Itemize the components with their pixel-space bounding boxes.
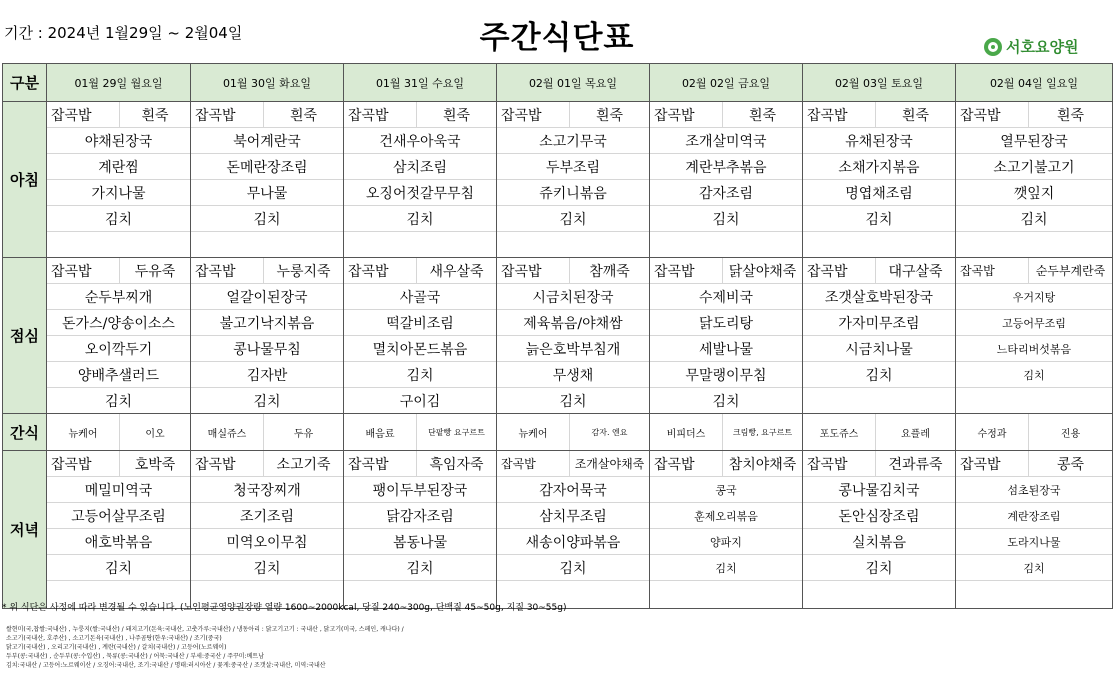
menu-item: 깻잎지 bbox=[956, 180, 1112, 206]
snack-item: 배음료 bbox=[344, 414, 417, 450]
brand-name: 서호요양원 bbox=[1006, 38, 1079, 56]
lunch-cell bbox=[344, 258, 497, 414]
porridge-item: 조개살야채죽 bbox=[574, 457, 645, 471]
menu-item: 김치 bbox=[650, 206, 802, 232]
porridge-item: 누룽지죽 bbox=[276, 263, 331, 280]
snack-menu bbox=[191, 414, 343, 450]
menu-item: 순두부찌개 bbox=[47, 284, 190, 310]
menu-item bbox=[803, 232, 955, 257]
menu-item bbox=[650, 232, 802, 257]
lunch-menu bbox=[497, 258, 649, 413]
menu-item: 양파지 bbox=[650, 529, 802, 555]
menu-item: 애호박볶음 bbox=[47, 529, 190, 555]
menu-item: 김치 bbox=[344, 555, 496, 581]
snack-cell bbox=[956, 414, 1113, 451]
menu-item: 고등어무조림 bbox=[956, 310, 1112, 336]
rice-porridge-row bbox=[803, 102, 955, 128]
breakfast-cell bbox=[191, 102, 344, 258]
breakfast-menu bbox=[956, 102, 1112, 257]
dinner-menu bbox=[650, 451, 802, 606]
snack-item: 수정과 bbox=[956, 414, 1029, 450]
porridge-item: 견과류죽 bbox=[888, 456, 943, 473]
menu-item: 김치 bbox=[191, 555, 343, 581]
lunch-cell bbox=[650, 258, 803, 414]
menu-item: 김치 bbox=[803, 362, 955, 388]
menu-item: 유채된장국 bbox=[803, 128, 955, 154]
origin-line: 닭고기(국내산) , 오리고기(국내산) , 계란(국내산) / 갈치(국내산) / 고등어(노르웨이) bbox=[6, 644, 227, 651]
menu-item: 우거지탕 bbox=[956, 284, 1112, 310]
breakfast-cell bbox=[47, 102, 191, 258]
menu-item: 김자반 bbox=[191, 362, 343, 388]
menu-item: 구이김 bbox=[399, 393, 441, 410]
breakfast-menu bbox=[47, 102, 190, 257]
meal-label-lunch: 점심 bbox=[3, 258, 47, 414]
snack-cell bbox=[803, 414, 956, 451]
snack-item: 뉴케어 bbox=[497, 414, 570, 450]
lunch-cell bbox=[956, 258, 1113, 414]
menu-item: 사골국 bbox=[344, 284, 496, 310]
corner-label: 구분 bbox=[3, 64, 47, 102]
rice-item: 잡곡밥 bbox=[654, 456, 695, 473]
lunch-cell bbox=[191, 258, 344, 414]
origin-info bbox=[6, 625, 404, 670]
menu-item: 두부조림 bbox=[497, 154, 649, 180]
rice-porridge-row bbox=[47, 102, 190, 128]
rice-item: 잡곡밥 bbox=[654, 263, 695, 280]
menu-item: 북어계란국 bbox=[191, 128, 343, 154]
snack-item: 뉴케어 bbox=[47, 414, 120, 450]
dinner-menu bbox=[497, 451, 649, 606]
rice-porridge-row bbox=[956, 102, 1112, 128]
rice-item: 잡곡밥 bbox=[960, 107, 1001, 124]
snack-item: 포도쥬스 bbox=[803, 414, 876, 450]
menu-item: 무나물 bbox=[191, 180, 343, 206]
snack-item: 비피더스 bbox=[650, 414, 723, 450]
menu-item: 청국장찌개 bbox=[191, 477, 343, 503]
day-header: 02월 02일 금요일 bbox=[650, 64, 803, 102]
menu-item: 김치 bbox=[956, 206, 1112, 232]
snack-cell bbox=[191, 414, 344, 451]
dinner-menu bbox=[191, 451, 343, 606]
menu-item: 김치 bbox=[803, 206, 955, 232]
menu-item: 열무된장국 bbox=[956, 128, 1112, 154]
dinner-cell bbox=[344, 451, 497, 609]
menu-item: 시금치된장국 bbox=[497, 284, 649, 310]
menu-item: 메밀미역국 bbox=[47, 477, 190, 503]
menu-item: 콩국 bbox=[650, 477, 802, 503]
menu-item: 계란찜 bbox=[47, 154, 190, 180]
snack-item: 매실쥬스 bbox=[191, 414, 264, 450]
snack-cell bbox=[497, 414, 650, 451]
menu-item: 늙은호박부침개 bbox=[497, 336, 649, 362]
day-header: 02월 03일 토요일 bbox=[803, 64, 956, 102]
rice-item: 잡곡밥 bbox=[51, 456, 92, 473]
rice-porridge-row bbox=[191, 102, 343, 128]
porridge-item: 흑임자죽 bbox=[429, 456, 484, 473]
lunch-menu bbox=[803, 258, 955, 413]
day-header: 01월 31일 수요일 bbox=[344, 64, 497, 102]
lunch-menu bbox=[344, 258, 496, 413]
menu-item: 새송이양파볶음 bbox=[497, 529, 649, 555]
menu-item: 떡갈비조림 bbox=[344, 310, 496, 336]
brand-logo bbox=[984, 36, 1078, 57]
breakfast-menu bbox=[803, 102, 955, 257]
lunch-menu bbox=[650, 258, 802, 413]
menu-item: 멸치아몬드볶음 bbox=[344, 336, 496, 362]
rice-porridge-row bbox=[956, 258, 1112, 284]
rice-item: 잡곡밥 bbox=[654, 107, 695, 124]
dinner-menu bbox=[956, 451, 1112, 606]
menu-item: 양배추샐러드 bbox=[47, 362, 190, 388]
rice-porridge-row bbox=[344, 102, 496, 128]
origin-line: 소고기(국내산, 호주산) , 소고기돈육(국내산) , 나주곰탕(한우:국내산) / 조기(중국) bbox=[6, 635, 222, 642]
rice-item: 잡곡밥 bbox=[501, 107, 542, 124]
day-header: 02월 01일 목요일 bbox=[497, 64, 650, 102]
dinner-menu bbox=[47, 451, 190, 606]
menu-item: 조기조림 bbox=[191, 503, 343, 529]
dinner-cell bbox=[803, 451, 956, 609]
porridge-item: 콩죽 bbox=[1056, 456, 1085, 473]
snack-cell bbox=[47, 414, 191, 451]
rice-item: 잡곡밥 bbox=[51, 107, 92, 124]
menu-item: 훈제오리볶음 bbox=[650, 503, 802, 529]
day-header: 01월 30일 화요일 bbox=[191, 64, 344, 102]
menu-item: 김치 bbox=[650, 555, 802, 581]
menu-item: 수제비국 bbox=[650, 284, 802, 310]
page-title: 주간식단표 bbox=[479, 20, 635, 56]
rice-porridge-row bbox=[344, 451, 496, 477]
breakfast-cell bbox=[497, 102, 650, 258]
meal-label-snack: 간식 bbox=[3, 414, 47, 451]
rice-porridge-row bbox=[344, 258, 496, 284]
menu-item: 건새우아욱국 bbox=[344, 128, 496, 154]
breakfast-cell bbox=[344, 102, 497, 258]
porridge-item: 흰죽 bbox=[748, 107, 777, 124]
lunch-menu bbox=[956, 258, 1112, 413]
snack-menu bbox=[344, 414, 496, 450]
snack-row bbox=[3, 414, 1113, 451]
menu-item: 콩나물무침 bbox=[191, 336, 343, 362]
menu-item: 소고기불고기 bbox=[956, 154, 1112, 180]
day-header: 01월 29일 월요일 bbox=[47, 64, 191, 102]
rice-item: 잡곡밥 bbox=[348, 263, 389, 280]
menu-item: 가자미무조림 bbox=[803, 310, 955, 336]
day-header-row bbox=[3, 64, 1113, 102]
breakfast-cell bbox=[803, 102, 956, 258]
menu-period: 기간 : 2024년 1월29일 ~ 2월04일 bbox=[4, 24, 243, 42]
menu-item bbox=[47, 232, 190, 257]
menu-item: 고등어살무조림 bbox=[47, 503, 190, 529]
rice-porridge-row bbox=[191, 451, 343, 477]
porridge-item: 흰죽 bbox=[901, 107, 930, 124]
porridge-item: 새우살죽 bbox=[429, 263, 484, 280]
dinner-cell bbox=[956, 451, 1113, 609]
menu-item: 쥬키니볶음 bbox=[497, 180, 649, 206]
rice-item: 잡곡밥 bbox=[51, 263, 92, 280]
breakfast-cell bbox=[650, 102, 803, 258]
menu-item: 감자조림 bbox=[650, 180, 802, 206]
menu-item: 돈메란장조림 bbox=[191, 154, 343, 180]
day-header: 02월 04일 일요일 bbox=[956, 64, 1113, 102]
menu-item: 무생채 bbox=[497, 362, 649, 388]
menu-item: 돈안심장조림 bbox=[803, 503, 955, 529]
menu-item: 김치 bbox=[497, 206, 649, 232]
menu-item: 김치 bbox=[956, 555, 1112, 581]
rice-item: 잡곡밥 bbox=[807, 263, 848, 280]
snack-cell bbox=[650, 414, 803, 451]
rice-porridge-row bbox=[497, 451, 649, 477]
menu-item bbox=[956, 388, 1112, 413]
dinner-row bbox=[3, 451, 1113, 609]
origin-line: 쌀현미(국,찹쌀:국내산) , 누룽지(쌀:국내산) / 돼지고기(돈육:국내산, 고춧가루:국내산) / 냉동아리 : 닭고기고기 : 국내산 , 닭고기(미국, 스페인, 캐나다) / bbox=[6, 626, 404, 633]
porridge-item: 흰죽 bbox=[442, 107, 471, 124]
rice-item: 잡곡밥 bbox=[501, 263, 542, 280]
menu-item: 명엽채조림 bbox=[803, 180, 955, 206]
menu-item: 느타리버섯볶음 bbox=[956, 336, 1112, 362]
lunch-cell bbox=[497, 258, 650, 414]
menu-item: 계란부추볶음 bbox=[650, 154, 802, 180]
snack-cell bbox=[344, 414, 497, 451]
porridge-item: 흰죽 bbox=[1056, 107, 1085, 124]
lunch-row bbox=[3, 258, 1113, 414]
rice-item: 잡곡밥 bbox=[195, 263, 236, 280]
snack-menu bbox=[497, 414, 649, 450]
menu-item: 무말랭이무침 bbox=[650, 362, 802, 388]
snack-menu bbox=[650, 414, 802, 450]
snack-item: 감자. 엔요 bbox=[591, 427, 628, 437]
dinner-menu bbox=[344, 451, 496, 606]
menu-item: 김치 bbox=[253, 393, 281, 410]
rice-porridge-row bbox=[803, 258, 955, 284]
breakfast-menu bbox=[650, 102, 802, 257]
snack-item: 요플레 bbox=[901, 428, 930, 440]
rice-porridge-row bbox=[191, 258, 343, 284]
breakfast-cell bbox=[956, 102, 1113, 258]
rice-item: 잡곡밥 bbox=[960, 264, 995, 278]
weekly-menu-table bbox=[2, 63, 1113, 609]
porridge-item: 호박죽 bbox=[134, 456, 176, 473]
menu-item: 팽이두부된장국 bbox=[344, 477, 496, 503]
menu-item: 오이깍두기 bbox=[47, 336, 190, 362]
lunch-menu bbox=[47, 258, 190, 413]
menu-item: 제육볶음/야채쌈 bbox=[497, 310, 649, 336]
menu-item: 시금치나물 bbox=[803, 336, 955, 362]
dinner-cell bbox=[191, 451, 344, 609]
porridge-item: 소고기죽 bbox=[276, 456, 331, 473]
rice-item: 잡곡밥 bbox=[501, 457, 536, 471]
menu-item: 김치 bbox=[497, 555, 649, 581]
meal-label-breakfast: 아침 bbox=[3, 102, 47, 258]
menu-item: 삼치조림 bbox=[344, 154, 496, 180]
menu-item: 김치 bbox=[956, 362, 1112, 388]
menu-item: 돈가스/양송이소스 bbox=[47, 310, 190, 336]
rice-item: 잡곡밥 bbox=[807, 107, 848, 124]
dinner-cell bbox=[497, 451, 650, 609]
snack-item: 진용 bbox=[1060, 428, 1081, 440]
lunch-menu bbox=[191, 258, 343, 413]
lunch-cell bbox=[47, 258, 191, 414]
rice-porridge-row bbox=[47, 258, 190, 284]
rice-item: 잡곡밥 bbox=[348, 456, 389, 473]
menu-item: 계란장조림 bbox=[956, 503, 1112, 529]
menu-item bbox=[497, 232, 649, 257]
porridge-item: 두유죽 bbox=[134, 263, 176, 280]
menu-item bbox=[956, 232, 1112, 257]
porridge-item: 흰죽 bbox=[141, 107, 169, 124]
snack-item: 두유 bbox=[293, 428, 314, 440]
porridge-item: 흰죽 bbox=[289, 107, 318, 124]
rice-item: 잡곡밥 bbox=[960, 456, 1001, 473]
breakfast-row bbox=[3, 102, 1113, 258]
porridge-item: 닭살야채죽 bbox=[728, 263, 797, 280]
menu-item: 닭도리탕 bbox=[650, 310, 802, 336]
menu-item: 김치 bbox=[47, 206, 190, 232]
menu-item: 삼치무조림 bbox=[497, 503, 649, 529]
rice-item: 잡곡밥 bbox=[807, 456, 848, 473]
porridge-item: 흰죽 bbox=[595, 107, 624, 124]
menu-item bbox=[191, 232, 343, 257]
porridge-item: 참깨죽 bbox=[589, 263, 630, 280]
menu-item: 닭감자조림 bbox=[344, 503, 496, 529]
rice-porridge-row bbox=[497, 102, 649, 128]
snack-menu bbox=[47, 414, 190, 450]
menu-item: 조갯살호박된장국 bbox=[803, 284, 955, 310]
breakfast-menu bbox=[191, 102, 343, 257]
menu-item bbox=[803, 388, 955, 413]
menu-item: 가지나물 bbox=[47, 180, 190, 206]
menu-item: 김치 bbox=[712, 393, 740, 410]
origin-line: 두부(콩:국내산) , 순두부(콩:수입산) , 묵류(콩:국내산) / 어묵:국내산 / 부세:중국산 / 주꾸미:베트남 bbox=[6, 653, 264, 660]
porridge-item: 참치야채죽 bbox=[728, 456, 797, 473]
snack-menu bbox=[803, 414, 955, 450]
menu-item: 김치 bbox=[803, 555, 955, 581]
rice-porridge-row bbox=[650, 451, 802, 477]
notice-text: * 위 식단은 사정에 따라 변경될 수 있습니다. (노인평균영양권장량 열량 1600~2000kcal, 당질 240~300g, 단백질 45~50g, 지질 30~55g) bbox=[2, 603, 567, 613]
breakfast-menu bbox=[344, 102, 496, 257]
lunch-cell bbox=[803, 258, 956, 414]
rice-porridge-row bbox=[47, 451, 190, 477]
rice-porridge-row bbox=[803, 451, 955, 477]
rice-item: 잡곡밥 bbox=[195, 456, 236, 473]
menu-item: 조개살미역국 bbox=[650, 128, 802, 154]
rice-porridge-row bbox=[650, 102, 802, 128]
menu-item: 섬초된장국 bbox=[956, 477, 1112, 503]
menu-item: 얼갈이된장국 bbox=[191, 284, 343, 310]
dinner-cell bbox=[650, 451, 803, 609]
menu-item: 도라지나물 bbox=[956, 529, 1112, 555]
menu-item: 김치 bbox=[344, 362, 496, 388]
dinner-cell bbox=[47, 451, 191, 609]
menu-item bbox=[344, 232, 496, 257]
menu-item: 김치 bbox=[47, 555, 190, 581]
snack-item: 크림빵, 요구르트 bbox=[732, 427, 793, 437]
menu-item: 봄동나물 bbox=[344, 529, 496, 555]
rice-porridge-row bbox=[650, 258, 802, 284]
meal-label-dinner: 저녁 bbox=[3, 451, 47, 609]
menu-item: 김치 bbox=[104, 393, 133, 410]
menu-item: 감자어묵국 bbox=[497, 477, 649, 503]
menu-item: 김치 bbox=[559, 393, 587, 410]
rice-porridge-row bbox=[956, 451, 1112, 477]
rice-porridge-row bbox=[497, 258, 649, 284]
smile-logo-icon bbox=[984, 38, 1002, 56]
menu-item: 세발나물 bbox=[650, 336, 802, 362]
menu-item: 김치 bbox=[191, 206, 343, 232]
breakfast-menu bbox=[497, 102, 649, 257]
menu-item: 불고기낙지볶음 bbox=[191, 310, 343, 336]
menu-item: 미역오이무침 bbox=[191, 529, 343, 555]
rice-item: 잡곡밥 bbox=[195, 107, 236, 124]
porridge-item: 순두부계란죽 bbox=[1035, 264, 1106, 278]
snack-menu bbox=[956, 414, 1112, 450]
menu-item: 야채된장국 bbox=[47, 128, 190, 154]
dinner-menu bbox=[803, 451, 955, 606]
rice-item: 잡곡밥 bbox=[348, 107, 389, 124]
menu-item: 실치볶음 bbox=[803, 529, 955, 555]
menu-item: 오징어젓갈무무침 bbox=[344, 180, 496, 206]
menu-item: 소채가지볶음 bbox=[803, 154, 955, 180]
snack-item: 단팥빵 요구르트 bbox=[428, 427, 485, 437]
origin-line: 김치:국내산 / 고등어:노르웨이산 / 오징어:국내산, 조기:국내산 / 명태:러시아산 / 꽃게:중국산 / 조갯살:국내산, 미역:국내산 bbox=[6, 662, 326, 669]
snack-item: 이오 bbox=[145, 428, 165, 440]
porridge-item: 대구살죽 bbox=[888, 263, 943, 280]
menu-item: 김치 bbox=[344, 206, 496, 232]
menu-item: 콩나물김치국 bbox=[803, 477, 955, 503]
menu-item: 소고기무국 bbox=[497, 128, 649, 154]
